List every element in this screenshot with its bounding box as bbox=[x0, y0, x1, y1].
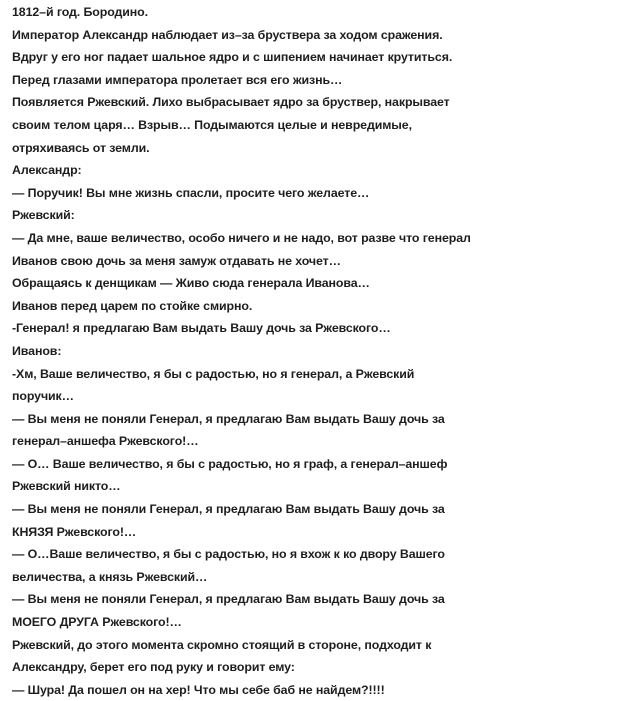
text-line: Император Александр наблюдает из–за бруствера за ходом сражения. bbox=[12, 27, 443, 42]
text-line: Обращаясь к денщикам — Живо сюда генерала Иванова… bbox=[12, 276, 370, 291]
text-line: величества, а князь Ржевский… bbox=[12, 569, 208, 584]
text-line: Перед глазами императора пролетает вся его жизнь… bbox=[12, 72, 343, 87]
text-line: Александр: bbox=[12, 163, 82, 178]
text-line: Иванов свою дочь за меня замуж отдавать не хочет… bbox=[12, 253, 341, 268]
text-line: Вдруг у его ног падает шальное ядро и с шипением начинает крутиться. bbox=[12, 50, 453, 65]
text-line: — Поручик! Вы мне жизнь спасли, просите чего желаете… bbox=[12, 185, 370, 200]
text-line: -Генерал! я предлагаю Вам выдать Вашу дочь за Ржевского… bbox=[12, 321, 391, 336]
text-line: поручик… bbox=[12, 389, 74, 404]
text-line: — Шура! Да пошел он на хер! Что мы себе баб не найдем?!!!! bbox=[12, 682, 385, 697]
text-line: — О… Ваше величество, я бы с радостью, но я граф, а генерал–аншеф bbox=[12, 456, 448, 471]
text-line: генерал–аншефа Ржевского!… bbox=[12, 434, 199, 449]
text-line: КНЯЗЯ Ржевского!… bbox=[12, 524, 137, 539]
text-line: — Вы меня не поняли Генерал, я предлагаю Вам выдать Вашу дочь за bbox=[12, 592, 445, 607]
text-line: — Вы меня не поняли Генерал, я предлагаю Вам выдать Вашу дочь за bbox=[12, 502, 445, 517]
text-line: 1812–й год. Бородино. bbox=[12, 5, 148, 19]
text-line: -Хм, Ваше величество, я бы с радостью, но я генерал, а Ржевский bbox=[12, 366, 415, 381]
text-line: Появляется Ржевский. Лихо выбрасывает ядро за бруствер, накрывает bbox=[12, 95, 450, 110]
text-line: — Вы меня не поняли Генерал, я предлагаю Вам выдать Вашу дочь за bbox=[12, 411, 445, 426]
text-line: МОЕГО ДРУГА Ржевского!… bbox=[12, 615, 182, 630]
joke-text bbox=[12, 1, 632, 701]
text-line: отряхиваясь от земли. bbox=[12, 140, 150, 155]
text-line: — Да мне, ваше величество, особо ничего и не надо, вот разве что генерал bbox=[12, 230, 471, 245]
text-line: Ржевский, до этого момента скромно стоящий в стороне, подходит к bbox=[12, 637, 432, 652]
text-line: своим телом царя… Взрыв… Подымаются целые и невредимые, bbox=[12, 117, 412, 132]
text-line: Ржевский: bbox=[12, 208, 75, 223]
text-line: — О…Ваше величество, я бы с радостью, но я вхож к ко двору Вашего bbox=[12, 547, 445, 562]
text-line: Александру, берет его под руку и говорит ему: bbox=[12, 660, 295, 675]
text-line: Иванов перед царем по стойке смирно. bbox=[12, 298, 253, 313]
text-line: Ржевский никто… bbox=[12, 479, 121, 494]
text-line: Иванов: bbox=[12, 343, 62, 358]
